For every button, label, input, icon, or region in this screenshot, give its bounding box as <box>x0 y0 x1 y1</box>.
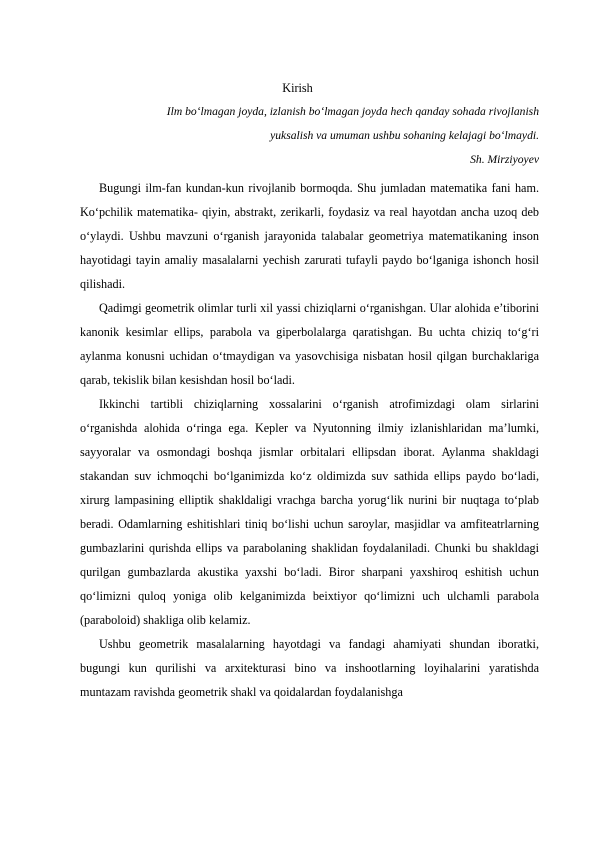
paragraph: Bugungi ilm-fan kundan-kun rivojlanib bormoqda. Shu jumladan matematika fani ham. Ko‘pchilik matematika- qiyin, abstrakt, zerikarli, foydasiz va real hayotdan ancha uzoq deb o‘ylaydi. Ushbu mavzuni o‘rganish jarayonida talabalar geometriya matematikaning inson hayotidagi tayin amaliy masalalarni yechish zarurati tufayli paydo bo‘lganiga ishonch hosil qilishadi. <box>80 181 539 291</box>
body-text <box>80 176 539 704</box>
paragraph: Ikkinchi tartibli chiziqlarning xossalarini o‘rganish atrofimizdagi olam sirlarini o‘rganishda alohida o‘ringa ega. Kepler va Nyutonning ilmiy izlanishlaridan ma’lumki, sayyoralar va osmondagi boshqa jismlar orbitalari ellipsdan iborat. Aylanma shakldagi stakandan suv ichmoqchi bo‘lganimizda ko‘z oldimizda suv sathida ellips paydo bo‘ladi, xirurg lampasining elliptik shakldaligi vrachga barcha yorug‘lik nurini bir nuqtaga to‘plab beradi. Odamlarning eshitishlari tiniq bo‘lishi uchun saroylar, masjidlar va amfiteatrlarning gumbazlarini qurishda ellips va parabolaning shaklidan foydalaniladi. Chunki bu shakldagi qurilgan gumbazlarda akustika yaxshi bo‘ladi. Biror sharpani yaxshiroq eshitish uchun qo‘limizni quloq yoniga olib kelganimizda beixtiyor qo‘limizni uch ulchamli parabola (paraboloid) shakliga olib kelamiz. <box>80 397 539 627</box>
epigraph-line-2: yuksalish va umuman ushbu sohaning kelajagi bo‘lmaydi. <box>270 129 539 142</box>
paragraph: Ushbu geometrik masalalarning hayotdagi va fandagi ahamiyati shundan iboratki, bugungi kun qurilishi va arxitekturasi bino va inshootlarning loyihalarini yaratishda muntazam ravishda geometrik shakl va qoidalardan foydalanishga <box>80 637 539 699</box>
epigraph-author: Sh. Mirziyoyev <box>470 153 539 166</box>
epigraph-line-1: Ilm bo‘lmagan joyda, izlanish bo‘lmagan joyda hech qanday sohada rivojlanish <box>166 105 539 118</box>
paragraph: Qadimgi geometrik olimlar turli xil yassi chiziqlarni o‘rganishgan. Ular alohida e’tiborini kanonik kesimlar ellips, parabola va giperbolalarga qaratishgan. Bu uchta chiziq to‘g‘ri aylanma konusni uchidan o‘tmaydigan va yasovchisiga nisbatan hosil qilgan burchaklariga qarab, tekislik bilan kesishdan hosil bo‘ladi. <box>80 301 539 387</box>
page-title: Kirish <box>282 81 313 95</box>
